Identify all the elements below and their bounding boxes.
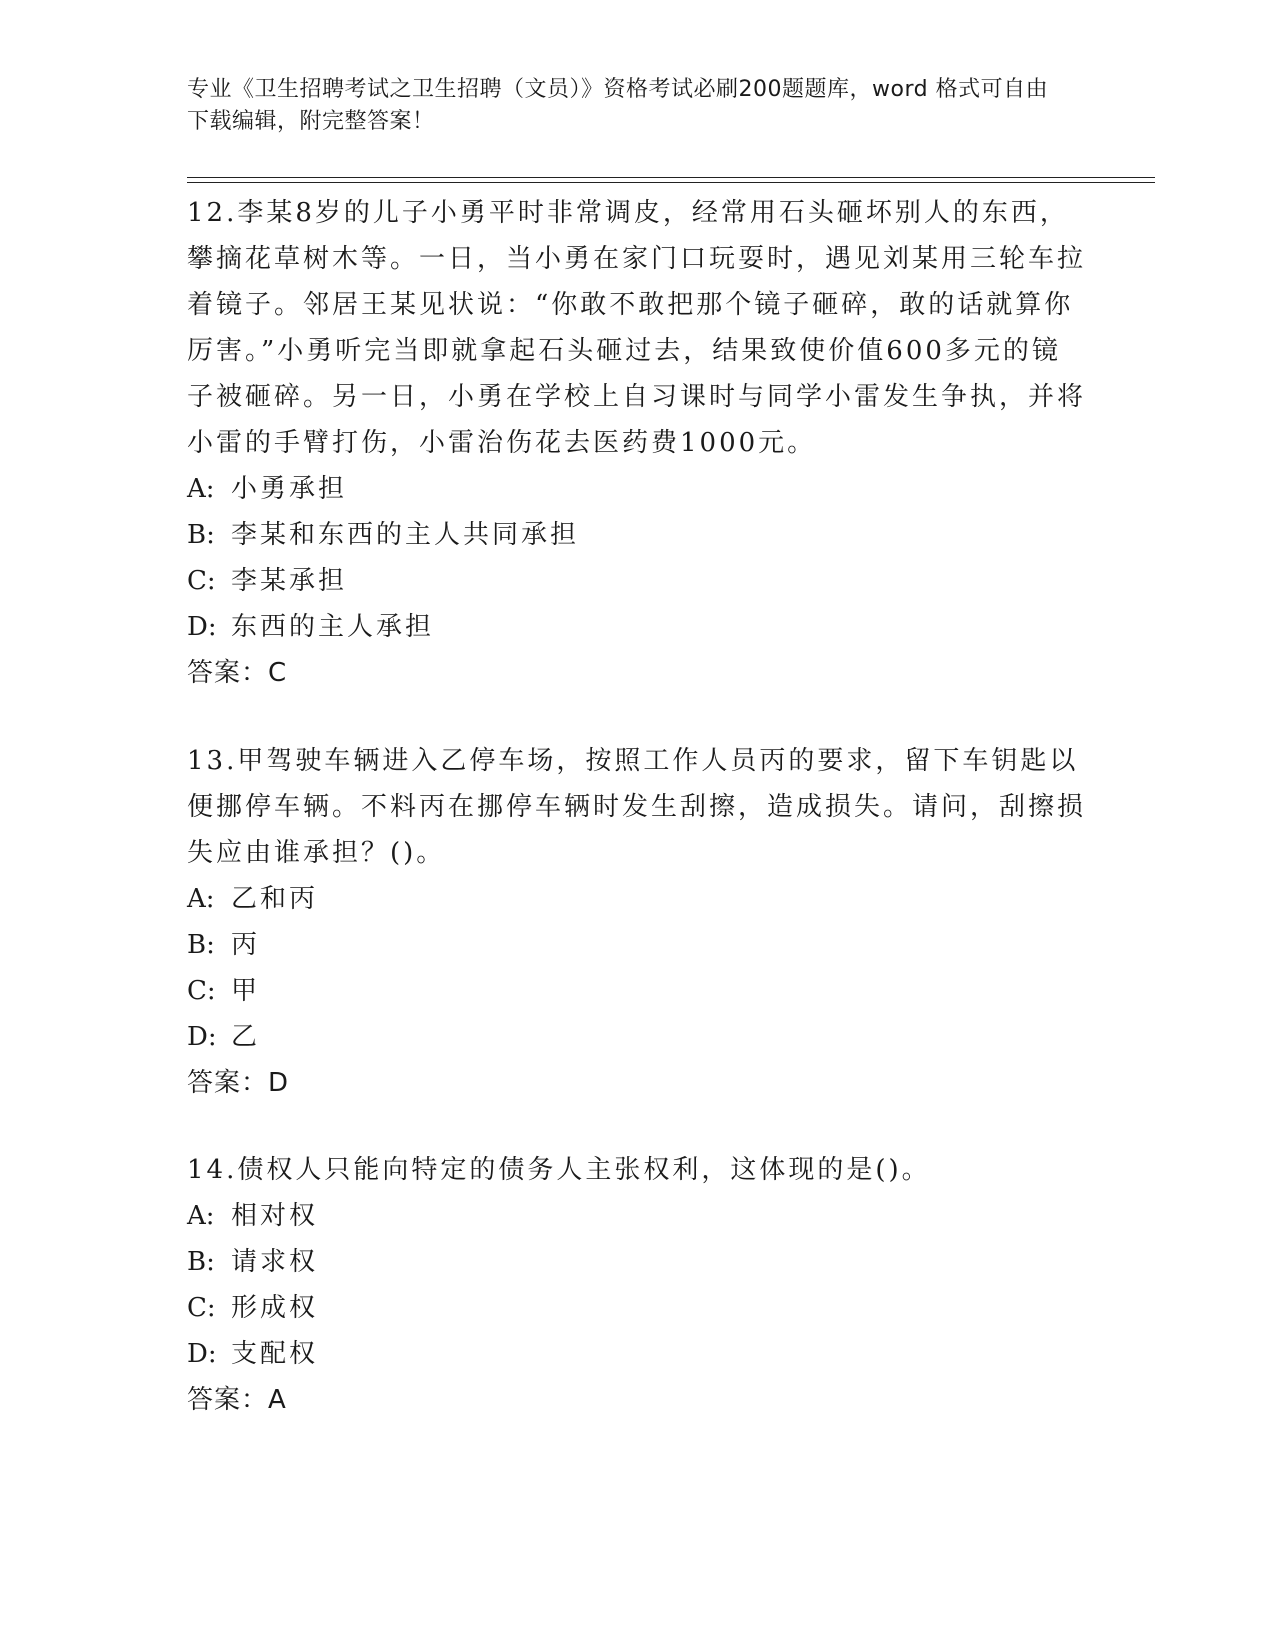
option-label: A:	[187, 474, 215, 504]
option-label: A:	[187, 884, 215, 914]
option-d	[187, 1014, 1087, 1060]
option-b	[187, 1239, 1087, 1285]
question-13	[187, 738, 1087, 1106]
question-text: 14.债权人只能向特定的债务人主张权利，这体现的是()。	[187, 1155, 931, 1185]
header-divider-top	[187, 177, 1155, 178]
option-label: B:	[187, 930, 215, 960]
option-text: 小勇承担	[231, 474, 348, 504]
option-b	[187, 512, 1087, 558]
question-12	[187, 190, 1087, 696]
header-divider-bottom	[187, 182, 1155, 183]
option-label: D:	[187, 612, 217, 642]
option-label: C:	[187, 1293, 216, 1323]
option-text: 甲	[231, 976, 261, 1006]
option-label: D:	[187, 1339, 217, 1369]
option-c	[187, 968, 1087, 1014]
option-text: 请求权	[231, 1247, 319, 1277]
question-14	[187, 1147, 1087, 1423]
option-d	[187, 604, 1087, 650]
option-label: B:	[187, 1247, 215, 1277]
option-text: 李某承担	[231, 566, 348, 596]
option-text: 乙	[231, 1022, 261, 1052]
option-text: 丙	[231, 930, 261, 960]
answer: 答案：A	[187, 1385, 287, 1415]
question-text: 13.甲驾驶车辆进入乙停车场，按照工作人员丙的要求，留下车钥匙以便挪停车辆。不料丙在挪停车辆时发生刮擦，造成损失。请问，刮擦损失应由谁承担？()。	[187, 746, 1087, 868]
option-label: B:	[187, 520, 215, 550]
option-c	[187, 558, 1087, 604]
option-a	[187, 1193, 1087, 1239]
answer: 答案：D	[187, 1068, 290, 1098]
option-text: 李某和东西的主人共同承担	[231, 520, 580, 550]
option-label: C:	[187, 976, 216, 1006]
option-a	[187, 466, 1087, 512]
option-d	[187, 1331, 1087, 1377]
option-text: 乙和丙	[231, 884, 319, 914]
option-text: 支配权	[231, 1339, 319, 1369]
answer: 答案：C	[187, 658, 288, 688]
option-c	[187, 1285, 1087, 1331]
option-a	[187, 876, 1087, 922]
option-label: C:	[187, 566, 216, 596]
option-text: 东西的主人承担	[231, 612, 435, 642]
option-label: D:	[187, 1022, 217, 1052]
option-text: 相对权	[231, 1201, 319, 1231]
document-header: 专业《卫生招聘考试之卫生招聘（文员）》资格考试必刷200题题库，word 格式可自由下载编辑，附完整答案！	[187, 77, 1049, 134]
option-label: A:	[187, 1201, 215, 1231]
option-b	[187, 922, 1087, 968]
option-text: 形成权	[231, 1293, 319, 1323]
question-text: 12.李某8岁的儿子小勇平时非常调皮，经常用石头砸坏别人的东西，攀摘花草树木等。一日，当小勇在家门口玩耍时，遇见刘某用三轮车拉着镜子。邻居王某见状说：“你敢不敢把那个镜子砸碎，敢的话就算你厉害。”小勇听完当即就拿起石头砸过去，结果致使价值600多元的镜子被砸碎。另一日，小勇在学校上自习课时与同学小雷发生争执，并将小雷的手臂打伤，小雷治伤花去医药费1000元。	[187, 198, 1087, 458]
